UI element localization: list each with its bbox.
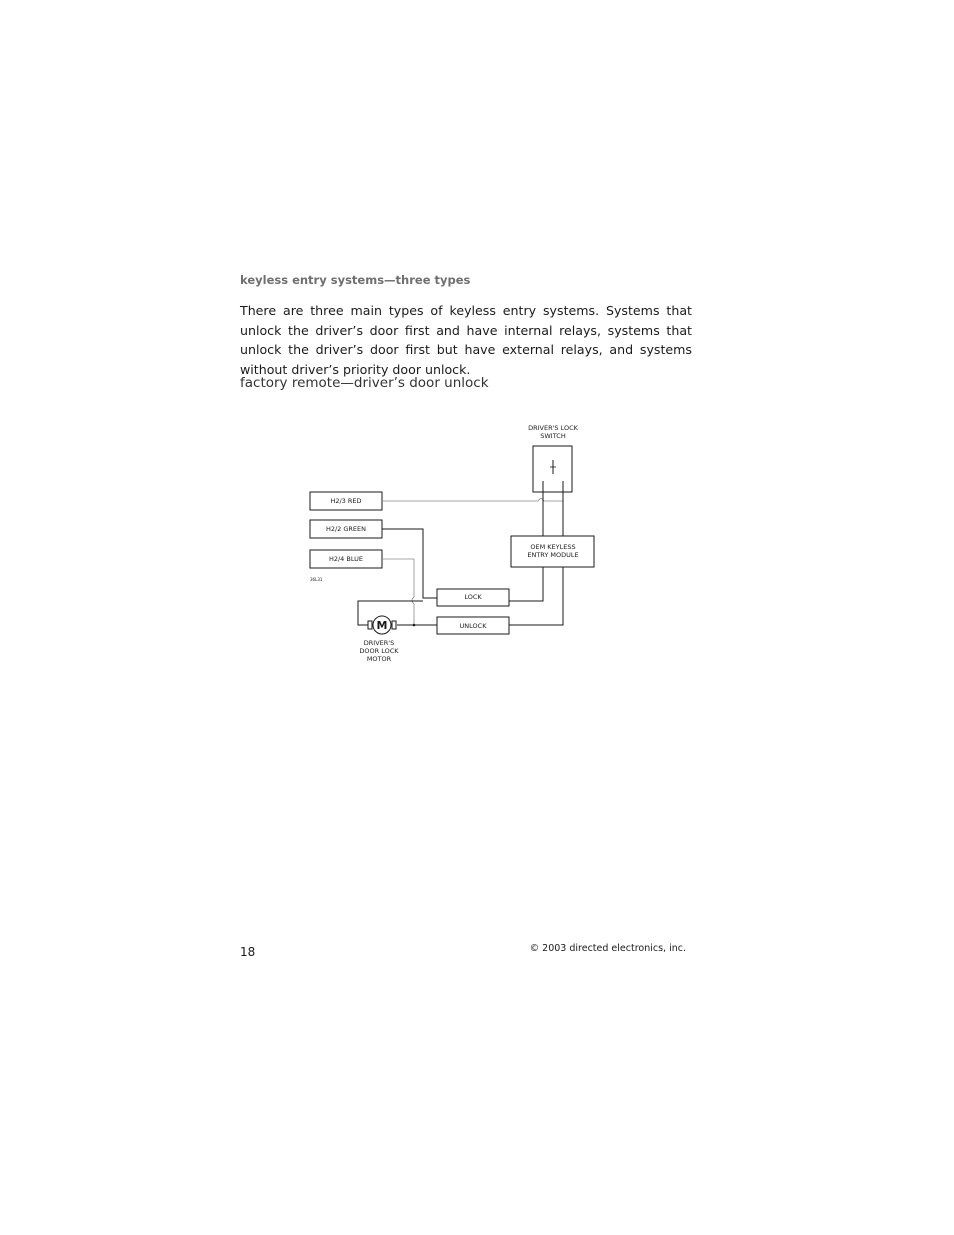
module-to-lock: [509, 567, 543, 601]
junction-dot: [413, 624, 416, 627]
body-paragraph: There are three main types of keyless entry systems. Systems that unlock the driver’s door first and have internal relays, systems that unlock the driver’s door first but have external relays, and systems without driver’s priority door unlock.: [240, 303, 692, 377]
diagram-title: factory remote—driver’s door unlock: [240, 375, 489, 391]
lock-label: LOCK: [464, 593, 482, 601]
page-number: 18: [240, 945, 256, 959]
motor-label-line1: DRIVER'S: [363, 639, 395, 647]
wiring-diagram: [300, 418, 610, 668]
oem-module-label-line2: ENTRY MODULE: [527, 551, 579, 559]
oem-module-label-line1: OEM KEYLESS: [530, 543, 576, 551]
motor-letter: M: [376, 619, 388, 632]
module-to-unlock: [509, 567, 563, 625]
wire-red-label: H2/3 RED: [330, 497, 362, 505]
reference-code: 36L31: [310, 577, 323, 582]
unlock-label: UNLOCK: [459, 622, 487, 630]
copyright-notice: © 2003 directed electronics, inc.: [529, 943, 686, 954]
green-wire: [382, 529, 437, 598]
motor-terminal-right: [392, 621, 396, 629]
wire-green-label: H2/2 GREEN: [325, 525, 367, 533]
motor-label-line3: MOTOR: [366, 655, 392, 663]
motor-label-line2: DOOR LOCK: [359, 647, 399, 655]
switch-label-line2: SWITCH: [540, 432, 566, 440]
red-wire: [382, 499, 563, 502]
switch-label-line1: DRIVER'S LOCK: [528, 424, 578, 432]
motor-terminal-left: [368, 621, 372, 629]
blue-wire: [382, 559, 414, 625]
wire-blue-label: H2/4 BLUE: [328, 555, 364, 563]
section-heading: keyless entry systems—three types: [240, 273, 471, 287]
